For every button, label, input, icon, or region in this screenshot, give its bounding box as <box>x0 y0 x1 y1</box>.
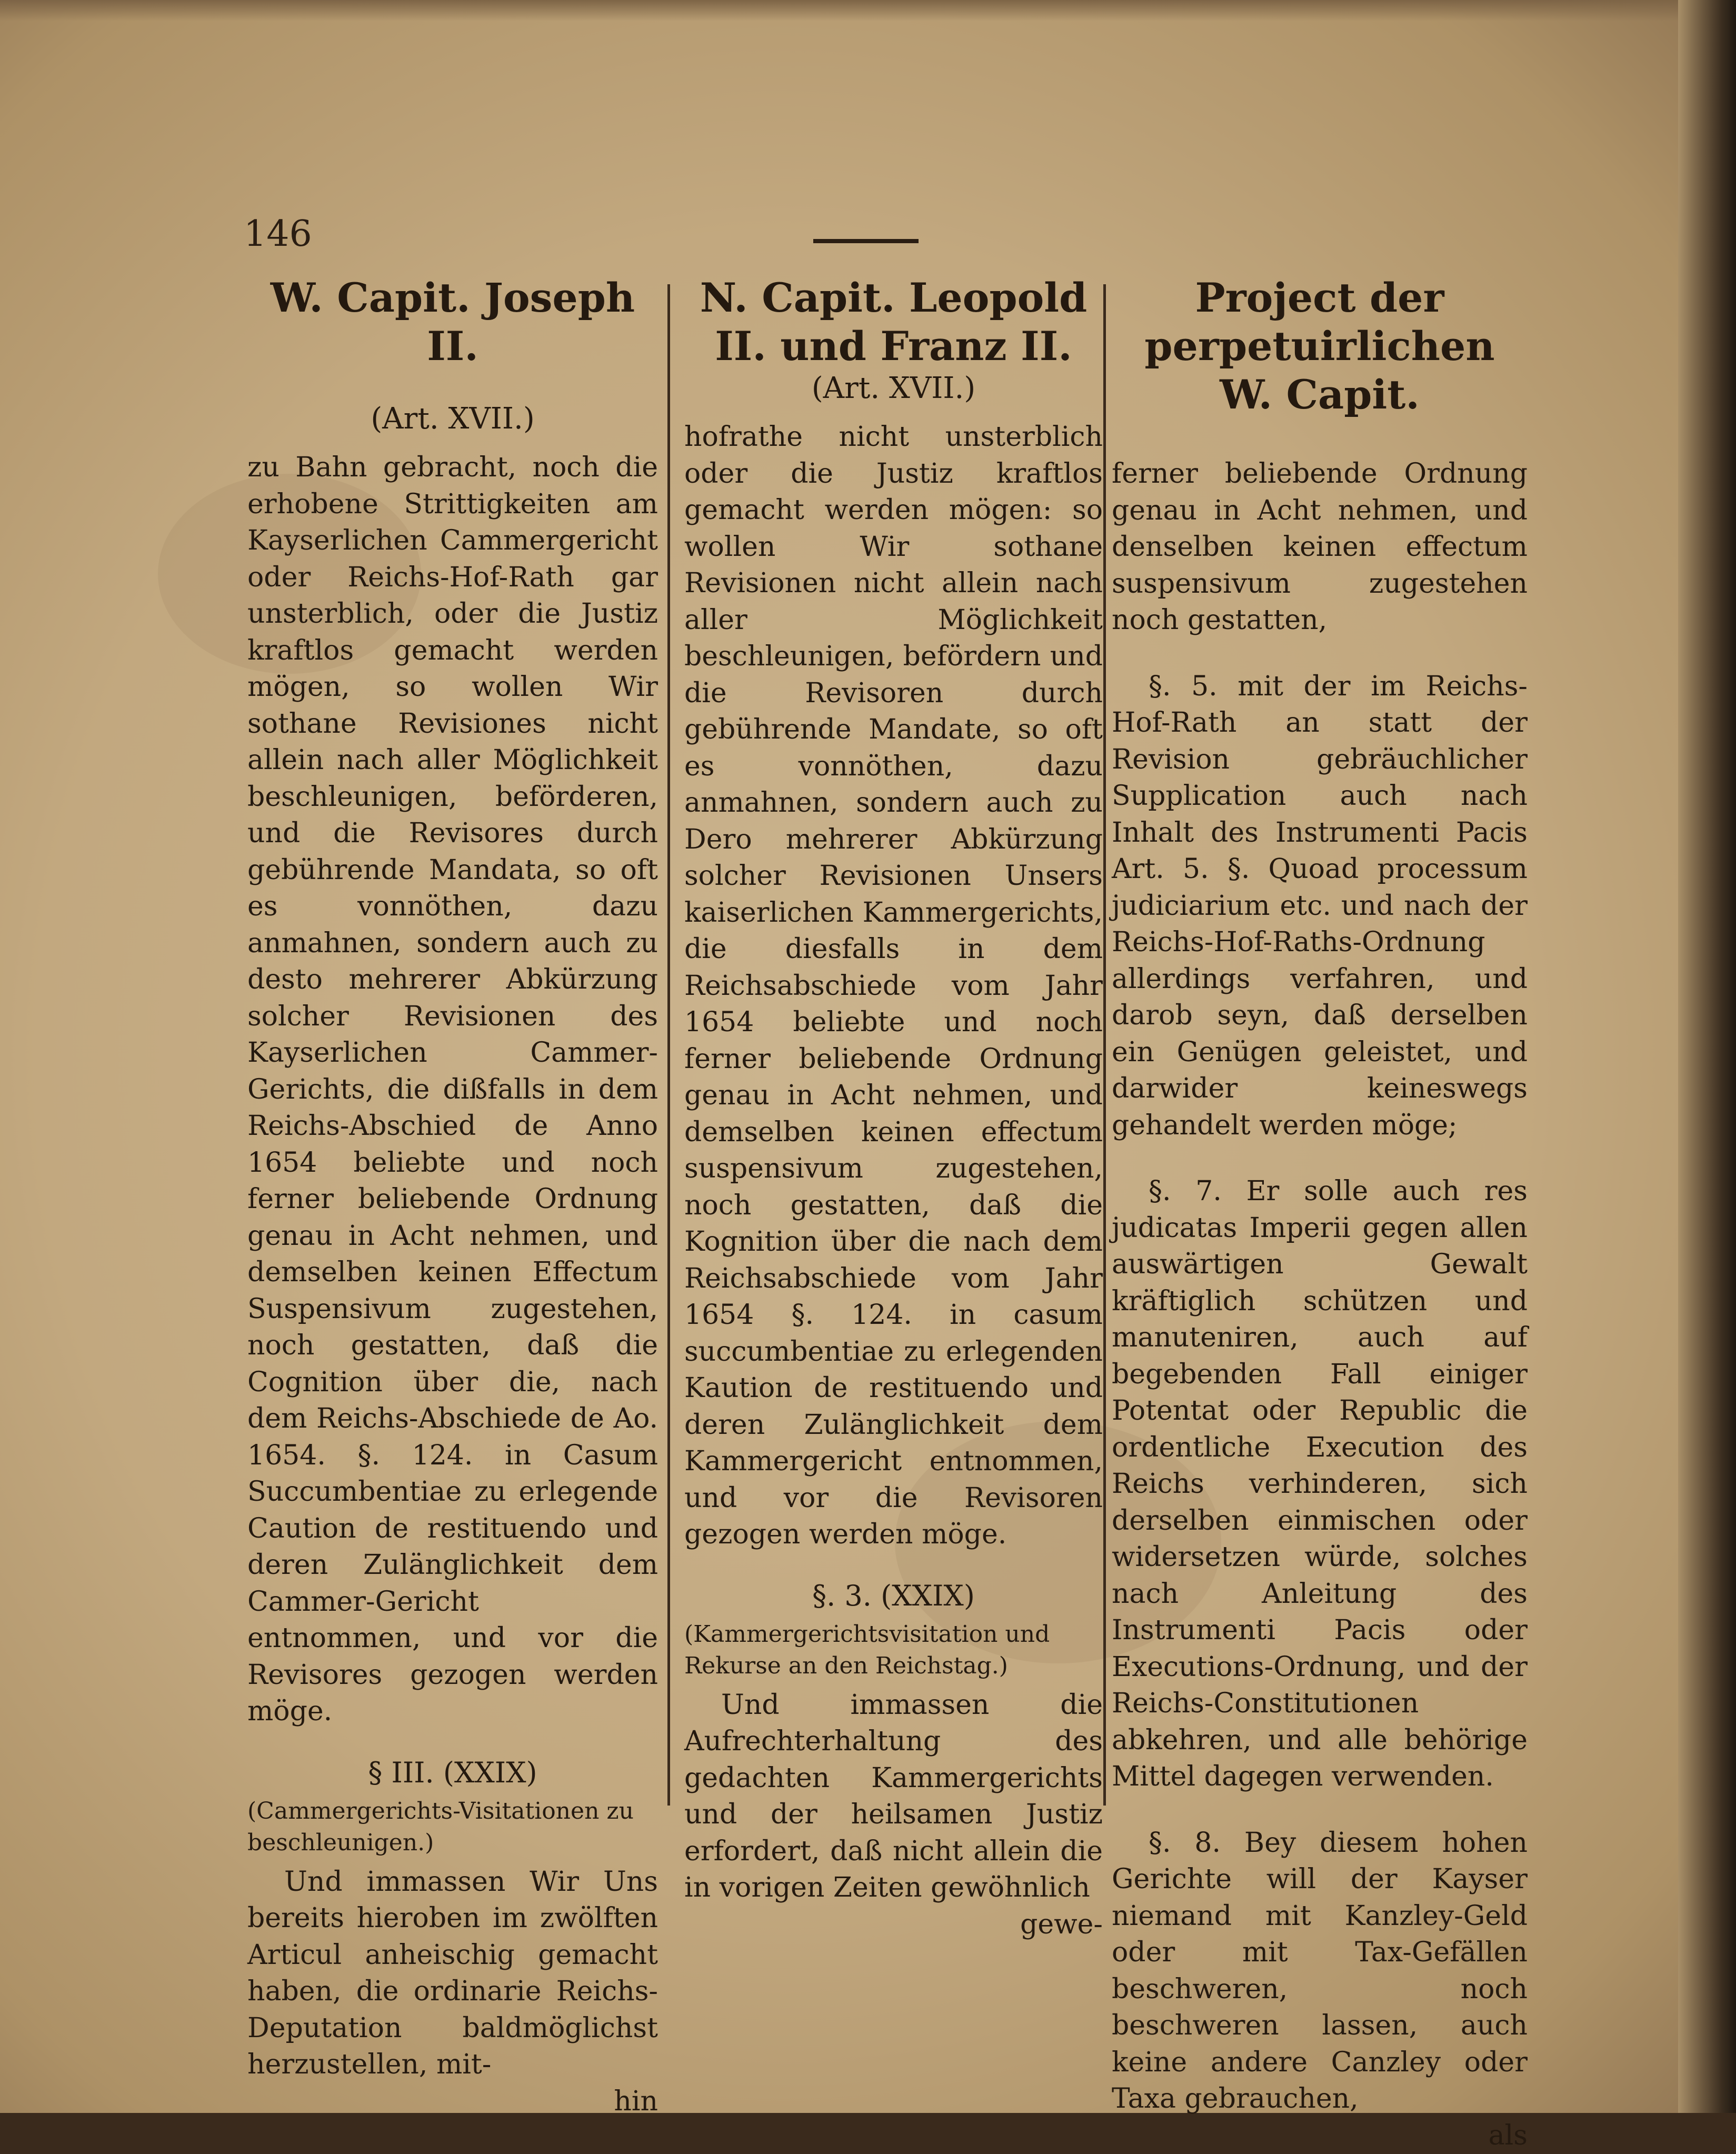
column-title: N. Capit. Leopold II. und Franz II. <box>684 274 1103 371</box>
article-label: (Art. XVII.) <box>684 371 1103 406</box>
paragraph-7: §. 7. Er solle auch res judicatas Imperii gegen allen auswärtigen Gewalt kräftiglich schützen und manuteniren, auch auf begebenden Fall einiger Potentat oder Republic die ordentliche Execution des Reichs verhinderen, sich derselben einmischen oder widersetzen würde, solches nach Anleitung des Instrumenti Pacis oder Executions-Ordnung, und der Reichs-Constitutionen abkehren, und alle behörige Mittel dagegen verwenden. <box>1112 1173 1528 1796</box>
catchword: als <box>1112 2118 1528 2154</box>
section-text: Und immassen die Aufrechterhaltung des gedachten Kammergerichts und der heilsamen Justiz erfordert, daß nicht allein die in vorigen Zeiten gewöhnlich <box>684 1687 1103 1907</box>
column-right <box>1112 274 1528 2154</box>
book-spine <box>1678 0 1736 2113</box>
page-top-edge <box>0 0 1736 21</box>
paragraph-8: §. 8. Bey diesem hohen Gerichte will der Kayser niemand mit Kanzley-Geld oder mit Tax-Gefällen beschweren, noch beschweren lassen, auch keine andere Canzley oder Taxa gebrauchen, <box>1112 1825 1528 2118</box>
header-rule <box>813 239 919 243</box>
catchword: hin <box>247 2083 658 2120</box>
page-number: 146 <box>244 213 312 255</box>
column-title: Project der perpetuirlichen W. Capit. <box>1112 274 1528 419</box>
section-subtitle: (Cammergerichts-Visitationen zu beschleunigen.) <box>247 1796 658 1859</box>
column-title: W. Capit. Joseph II. <box>247 274 658 371</box>
paragraph-5: §. 5. mit der im Reichs-Hof-Rath an statt der Revision gebräuchlicher Supplication auch nach Inhalt des Instrumenti Pacis Art. 5. §. Quoad processum judiciarium etc. und nach der Reichs-Hof-Raths-Ordnung allerdings verfahren, und darob seyn, daß derselben ein Genügen geleistet, und darwider keineswegs gehandelt werden möge; <box>1112 669 1528 1144</box>
section-text: Und immassen Wir Uns bereits hieroben im zwölften Articul anheischig gemacht haben, die ordinarie Reichs-Deputation baldmöglichst herzustellen, mit- <box>247 1864 658 2083</box>
column-text: ferner beliebende Ordnung genau in Acht nehmen, und denselben keinen effectum suspensivum zugestehen noch gestatten, <box>1112 456 1528 639</box>
column-middle <box>684 274 1103 1943</box>
column-divider-right <box>1103 284 1106 1806</box>
section-subtitle: (Kammergerichtsvisitation und Rekurse an den Reichstag.) <box>684 1619 1103 1682</box>
section-heading: § III. (XXIX) <box>247 1756 658 1790</box>
article-label: (Art. XVII.) <box>247 401 658 437</box>
column-divider-left <box>667 284 670 1806</box>
catchword: gewe- <box>684 1907 1103 1943</box>
column-text: zu Bahn gebracht, noch die erhobene Strittigkeiten am Kayserlichen Cammergericht oder Reichs-Hof-Rath gar unsterblich, oder die Justiz kraftlos gemacht werden mögen, so wollen Wir sothane Revisiones nicht allein nach aller Möglichkeit beschleunigen, beförderen, und die Revisores durch gebührende Mandata, so oft es vonnöthen, dazu anmahnen, sondern auch zu desto mehrerer Abkürzung solcher Revisionen des Kayserlichen Cammer-Gerichts, die dißfalls in dem Reichs-Abschied de Anno 1654 beliebte und noch ferner beliebende Ordnung genau in Acht nehmen, und demselben keinen Effectum Suspensivum zugestehen, noch gestatten, daß die Cognition über die, nach dem Reichs-Abschiede de Ao. 1654. §. 124. in Casum Succumbentiae zu erlegende Caution de restituendo und deren Zulänglichkeit dem Cammer-Gericht entnommen, und vor die Revisores gezogen werden möge. <box>247 450 658 1730</box>
section-heading: §. 3. (XXIX) <box>684 1579 1103 1613</box>
column-left <box>247 274 658 2120</box>
column-text: hofrathe nicht unsterblich oder die Justiz kraftlos gemacht werden mögen: so wollen Wir sothane Revisionen nicht allein nach aller Möglichkeit beschleunigen, befördern und die Revisoren durch gebührende Mandate, so oft es vonnöthen, dazu anmahnen, sondern auch zu Dero mehrerer Abkürzung solcher Revisionen Unsers kaiserlichen Kammergerichts, die diesfalls in dem Reichsabschiede vom Jahr 1654 beliebte und noch ferner beliebende Ordnung genau in Acht nehmen, und demselben keinen effectum suspensivum zugestehen, noch gestatten, daß die Kognition über die nach dem Reichsabschiede vom Jahr 1654 §. 124. in casum succumbentiae zu erlegenden Kaution de restituendo und deren Zulänglichkeit dem Kammergericht entnommen, und vor die Revisoren gezogen werden möge. <box>684 419 1103 1553</box>
